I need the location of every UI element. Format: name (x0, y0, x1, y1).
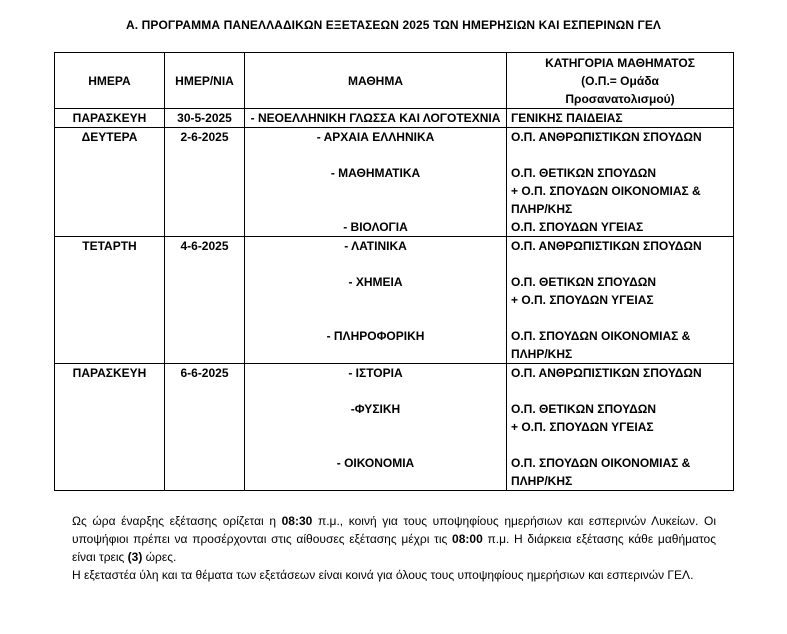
subject-name (249, 182, 502, 200)
table-row (55, 364, 734, 491)
subject-name (249, 291, 502, 309)
exam-day: ΠΑΡΑΣΚΕΥΗ (55, 109, 165, 128)
notes-text: π.μ. Η διάρκεια εξέτασης κάθε μαθήματος είναι τρεις (72, 532, 716, 564)
duration-hours: (3) (127, 550, 143, 564)
page-title: Α. ΠΡΟΓΡΑΜΜΑ ΠΑΝΕΛΛΑΔΙΚΩΝ ΕΞΕΤΑΣΕΩΝ 2025 ΤΩΝ ΗΜΕΡΗΣΙΩΝ ΚΑΙ ΕΣΠΕΡΙΝΩΝ ΓΕΛ (125, 18, 662, 32)
header-category (507, 53, 734, 109)
header-date: ΗΜΕΡ/ΝΙΑ (165, 53, 245, 109)
subject-name: - ΠΛΗΡΟΦΟΡΙΚΗ (326, 329, 425, 343)
category-name: Ο.Π. ΣΠΟΥΔΩΝ ΟΙΚΟΝΟΜΙΑΣ & (511, 329, 691, 343)
arrival-time: 08:00 (452, 532, 483, 546)
exam-categories (507, 237, 734, 364)
exam-date: 30-5-2025 (165, 109, 245, 128)
subject-name: - ΑΡΧΑΙΑ ΕΛΛΗΝΙΚΑ (316, 130, 435, 144)
category-name: ΠΛΗΡ/ΚΗΣ (511, 347, 573, 361)
category-name (511, 146, 729, 164)
category-name: Ο.Π. ΣΠΟΥΔΩΝ ΥΓΕΙΑΣ (511, 220, 644, 234)
subject-name (249, 146, 502, 164)
category-name: Ο.Π. ΑΝΘΡΩΠΙΣΤΙΚΩΝ ΣΠΟΥΔΩΝ (511, 239, 702, 253)
category-name: Ο.Π. ΑΝΘΡΩΠΙΣΤΙΚΩΝ ΣΠΟΥΔΩΝ (511, 130, 702, 144)
subject-name (249, 345, 502, 363)
exam-categories (507, 109, 734, 128)
table-row (55, 237, 734, 364)
header-day: ΗΜΕΡΑ (55, 53, 165, 109)
subject-name (249, 255, 502, 273)
category-name: Ο.Π. ΘΕΤΙΚΩΝ ΣΠΟΥΔΩΝ (511, 402, 656, 416)
category-name: ΓΕΝΙΚΗΣ ΠΑΙΔΕΙΑΣ (511, 111, 623, 125)
exam-categories (507, 128, 734, 237)
category-name (511, 436, 729, 454)
exam-subjects (245, 364, 507, 491)
exam-subjects (245, 237, 507, 364)
category-name (511, 382, 729, 400)
category-name: Ο.Π. ΘΕΤΙΚΩΝ ΣΠΟΥΔΩΝ (511, 166, 656, 180)
exam-categories (507, 364, 734, 491)
category-name: Ο.Π. ΣΠΟΥΔΩΝ ΟΙΚΟΝΟΜΙΑΣ & (511, 456, 691, 470)
table-row (55, 109, 734, 128)
table-row (55, 128, 734, 237)
category-name: + Ο.Π. ΣΠΟΥΔΩΝ ΥΓΕΙΑΣ (511, 420, 654, 434)
category-name (511, 255, 729, 273)
notes-text: Ως ώρα έναρξης εξέτασης ορίζεται η (72, 514, 282, 528)
header-subject: ΜΑΘΗΜΑ (245, 53, 507, 109)
exam-date: 4-6-2025 (165, 237, 245, 364)
category-name: ΠΛΗΡ/ΚΗΣ (511, 474, 573, 488)
start-time: 08:30 (281, 514, 313, 528)
subject-name (249, 436, 502, 454)
subject-name: -ΦΥΣΙΚΗ (350, 402, 401, 416)
exam-date: 6-6-2025 (165, 364, 245, 491)
subject-name: - ΛΑΤΙΝΙΚΑ (344, 239, 407, 253)
exam-date: 2-6-2025 (165, 128, 245, 237)
notes-text: π.μ., κοινή για τους υποψηφίους ημερήσιων και εσπερινών Λυκείων. Οι υποψήφιοι πρέπει να προσέρχονται στις αίθουσες εξέτασης μέχρι τις (72, 514, 716, 546)
header-category-line: Προσανατολισμού) (565, 92, 675, 106)
header-category-line: ΚΑΤΗΓΟΡΙΑ ΜΑΘΗΜΑΤΟΣ (545, 56, 695, 70)
subject-name: - ΧΗΜΕΙΑ (348, 275, 403, 289)
subject-name (249, 472, 502, 490)
subject-name: - ΜΑΘΗΜΑΤΙΚΑ (330, 166, 421, 180)
exam-day: ΔΕΥΤΕΡΑ (55, 128, 165, 237)
subject-name: - ΟΙΚΟΝΟΜΙΑ (336, 456, 415, 470)
subject-name: - ΝΕΟΕΛΛΗΝΙΚΗ ΓΛΩΣΣΑ ΚΑΙ ΛΟΓΟΤΕΧΝΙΑ (250, 111, 501, 125)
exam-day: ΤΕΤΑΡΤΗ (55, 237, 165, 364)
exam-subjects (245, 128, 507, 237)
exam-schedule-table (54, 52, 734, 491)
table-header-row (55, 53, 734, 109)
notes-paragraph-1 (72, 512, 716, 566)
category-name: + Ο.Π. ΣΠΟΥΔΩΝ ΥΓΕΙΑΣ (511, 293, 654, 307)
subject-name: - ΙΣΤΟΡΙΑ (348, 366, 403, 380)
subject-name: - ΒΙΟΛΟΓΙΑ (343, 220, 408, 234)
category-name: ΠΛΗΡ/ΚΗΣ (511, 202, 573, 216)
exam-notes (72, 512, 716, 584)
category-name (511, 309, 729, 327)
subject-name (249, 309, 502, 327)
subject-name (249, 200, 502, 218)
subject-name (249, 418, 502, 436)
subject-name (249, 382, 502, 400)
exam-subjects (245, 109, 507, 128)
header-category-line: (Ο.Π.= Ομάδα (581, 74, 659, 88)
exam-day: ΠΑΡΑΣΚΕΥΗ (55, 364, 165, 491)
notes-text: ώρες. (142, 550, 177, 564)
notes-paragraph-2: Η εξεταστέα ύλη και τα θέματα των εξετάσεων είναι κοινά για όλους τους υποψηφίους ημερήσιων και εσπερινών ΓΕΛ. (72, 568, 694, 582)
category-name: Ο.Π. ΘΕΤΙΚΩΝ ΣΠΟΥΔΩΝ (511, 275, 656, 289)
category-name: Ο.Π. ΑΝΘΡΩΠΙΣΤΙΚΩΝ ΣΠΟΥΔΩΝ (511, 366, 702, 380)
category-name: + Ο.Π. ΣΠΟΥΔΩΝ ΟΙΚΟΝΟΜΙΑΣ & (511, 184, 701, 198)
